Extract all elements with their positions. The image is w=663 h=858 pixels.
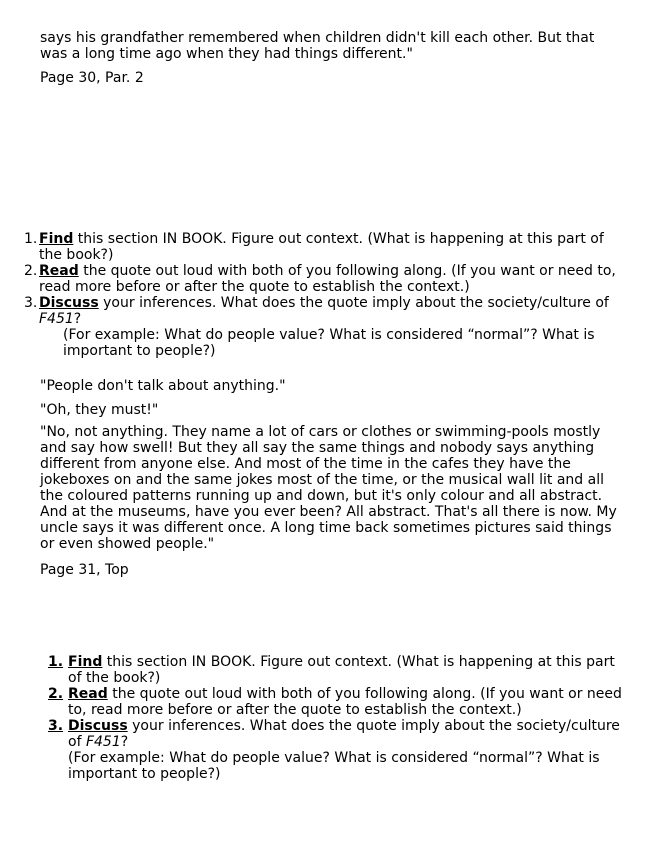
step-text: the quote out loud with both of you following along. (If you want or need to, read more before or after the quote to establish the context.) — [68, 686, 622, 718]
step-item — [48, 718, 628, 782]
step-number: 2. — [24, 263, 38, 279]
step-keyword: Discuss — [68, 718, 128, 734]
step-example: (For example: What do people value? What is considered “normal”? What is important to people?) — [68, 750, 600, 782]
quote-line: "Oh, they must!" — [40, 402, 159, 418]
step-text-end: ? — [120, 734, 129, 750]
step-text: this section IN BOOK. Figure out context. (What is happening at this part of the book?) — [68, 654, 615, 686]
book-title: F451 — [85, 734, 121, 750]
step-number: 2. — [48, 686, 64, 702]
step-list — [24, 231, 624, 359]
book-title: F451 — [39, 311, 74, 327]
step-text: your inferences. What does the quote imply about the society/culture of — [68, 718, 620, 750]
step-keyword: Read — [68, 686, 108, 702]
step-item — [24, 231, 624, 263]
step-list — [48, 654, 628, 782]
step-number: 1. — [48, 654, 64, 670]
step-item — [24, 295, 624, 359]
step-text-end: ? — [73, 311, 82, 327]
quote-line: "People don't talk about anything." — [40, 378, 286, 394]
quote-paragraph: "No, not anything. They name a lot of cars or clothes or swimming-pools mostly and say how swell! But they all say the same things and nobody says anything different from anyone else. And most of the time in the cafes they have the jokeboxes on and the same jokes most of the time, or the musical wall lit and all the coloured patterns running up and down, but it's only colour and all abstract. And at the museums, have you ever been? All abstract. That's all there is now. My uncle says it was different once. A long time back sometimes pictures said things or even showed people." — [40, 424, 617, 552]
page-reference: Page 31, Top — [40, 562, 129, 578]
step-keyword: Find — [39, 231, 74, 247]
step-keyword: Read — [39, 263, 79, 279]
step-item — [48, 654, 628, 686]
step-item — [24, 263, 624, 295]
step-example: (For example: What do people value? What is considered “normal”? What is important to people?) — [63, 327, 595, 359]
step-keyword: Find — [68, 654, 103, 670]
step-number: 3. — [24, 295, 38, 311]
step-number: 1. — [24, 231, 38, 247]
step-text: your inferences. What does the quote imply about the society/culture of — [98, 295, 609, 311]
page-reference: Page 30, Par. 2 — [40, 70, 144, 86]
quote-ending: says his grandfather remembered when children didn't kill each other. But that was a long time ago when they had things different." — [40, 30, 595, 62]
step-keyword: Discuss — [39, 295, 99, 311]
step-number: 3. — [48, 718, 64, 734]
step-text: this section IN BOOK. Figure out context. (What is happening at this part of the book?) — [39, 231, 604, 263]
step-item — [48, 686, 628, 718]
step-text: the quote out loud with both of you following along. (If you want or need to, read more before or after the quote to establish the context.) — [39, 263, 616, 295]
